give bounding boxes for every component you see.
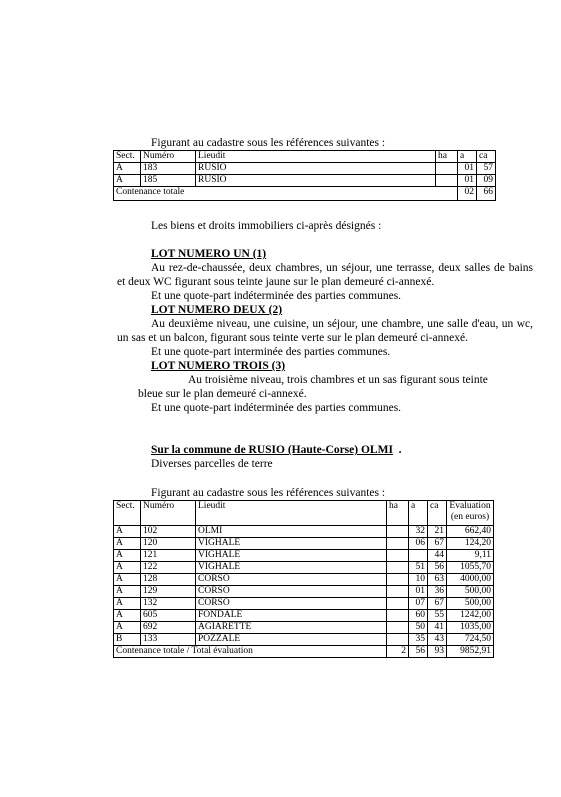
table-header-row	[114, 501, 494, 526]
cell-evaluation: 500,00	[447, 586, 494, 598]
cell-a: 32	[409, 526, 428, 538]
cell-a: 60	[409, 610, 428, 622]
cell-a: 06	[409, 538, 428, 550]
cell-lieudit: AGIARETTE	[196, 622, 387, 634]
cell-ca: 09	[477, 175, 496, 187]
table-row	[114, 562, 494, 574]
total-a: 56	[409, 646, 428, 658]
cell-sect: A	[114, 526, 141, 538]
cell-numero: 692	[141, 622, 196, 634]
header-numero: Numéro	[141, 151, 196, 163]
cell-lieudit: RUSIO	[196, 163, 436, 175]
table-total-row	[114, 187, 496, 201]
cell-numero: 120	[141, 538, 196, 550]
cell-a: 01	[409, 586, 428, 598]
cell-numero: 128	[141, 574, 196, 586]
cell-numero: 605	[141, 610, 196, 622]
table-row	[114, 622, 494, 634]
cell-ha	[436, 163, 458, 175]
cell-ca: 63	[428, 574, 447, 586]
cadastre-intro-1: Figurant au cadastre sous les références suivantes :	[151, 137, 386, 149]
cell-ca: 56	[428, 562, 447, 574]
lot-2-text: Au deuxième niveau, une cuisine, un séjour, une chambre, une salle d'eau, un wc, un sas et un balcon, figurant sous teinte verte sur le plan demeuré ci-annexé.	[117, 318, 533, 344]
cell-a: 01	[458, 163, 477, 175]
cell-a: 50	[409, 622, 428, 634]
header-evaluation: Evaluation (en euros)	[447, 501, 494, 526]
cell-a: 01	[458, 175, 477, 187]
cell-sect: A	[114, 175, 141, 187]
cell-lieudit: FONDALE	[196, 610, 387, 622]
cell-sect: A	[114, 622, 141, 634]
cell-numero: 132	[141, 598, 196, 610]
header-ca: ca	[477, 151, 496, 163]
cell-sect: A	[114, 598, 141, 610]
lot-3-title: LOT NUMERO TROIS (3)	[151, 360, 286, 372]
table-row	[114, 550, 494, 562]
total-ha: 2	[387, 646, 409, 658]
cell-ha	[387, 562, 409, 574]
cell-ca: 67	[428, 598, 447, 610]
cell-numero: 133	[141, 634, 196, 646]
total-evaluation: 9852,91	[447, 646, 494, 658]
cell-lieudit: VIGHALE	[196, 538, 387, 550]
cell-a: 10	[409, 574, 428, 586]
cadastre-table-1	[113, 150, 496, 201]
cell-ha	[387, 586, 409, 598]
cell-lieudit: VIGHALE	[196, 550, 387, 562]
table-header-row	[114, 151, 496, 163]
cell-sect: B	[114, 634, 141, 646]
table-row	[114, 634, 494, 646]
cell-numero: 121	[141, 550, 196, 562]
table-row	[114, 610, 494, 622]
cell-a: 07	[409, 598, 428, 610]
lot-2-quote: Et une quote-part interminée des parties communes.	[151, 346, 391, 358]
cell-ha	[387, 634, 409, 646]
cell-lieudit: RUSIO	[196, 175, 436, 187]
cell-sect: A	[114, 538, 141, 550]
cell-ca: 21	[428, 526, 447, 538]
cell-ha	[436, 175, 458, 187]
header-a: a	[458, 151, 477, 163]
cell-lieudit: POZZALE	[196, 634, 387, 646]
cell-sect: A	[114, 163, 141, 175]
cell-ca: 41	[428, 622, 447, 634]
cell-numero: 122	[141, 562, 196, 574]
cell-a: 51	[409, 562, 428, 574]
cell-sect: A	[114, 610, 141, 622]
table-total-row	[114, 646, 494, 658]
cell-a: 35	[409, 634, 428, 646]
cell-evaluation: 1035,00	[447, 622, 494, 634]
biens-intro: Les biens et droits immobiliers ci-après désignés :	[151, 220, 382, 232]
table-row	[114, 598, 494, 610]
cell-evaluation: 1055,70	[447, 562, 494, 574]
lot-2-title: LOT NUMERO DEUX (2)	[151, 304, 283, 316]
commune-name: Sur la commune de RUSIO (Haute-Corse) OLMI	[151, 444, 393, 456]
lot-1-text: Au rez-de-chaussée, deux chambres, un séjour, une terrasse, deux salles de bains et deux WC figurant sous teinte jaune sur le plan demeuré ci-annexé.	[117, 262, 533, 288]
cell-lieudit: CORSO	[196, 598, 387, 610]
cell-sect: A	[114, 574, 141, 586]
table-row	[114, 163, 496, 175]
cell-ha	[387, 574, 409, 586]
table-row	[114, 526, 494, 538]
cell-ha	[387, 622, 409, 634]
cell-ha	[387, 538, 409, 550]
cell-evaluation: 1242,00	[447, 610, 494, 622]
table-row	[114, 574, 494, 586]
cell-evaluation: 500,00	[447, 598, 494, 610]
cadastre-table-2	[113, 500, 494, 658]
cell-sect: A	[114, 586, 141, 598]
cell-ca: 67	[428, 538, 447, 550]
parcelles-label: Diverses parcelles de terre	[151, 458, 273, 470]
cell-ha	[387, 550, 409, 562]
total-a: 02	[458, 187, 477, 201]
table-row	[114, 175, 496, 187]
cell-numero: 183	[141, 163, 196, 175]
table-row	[114, 586, 494, 598]
cadastre-intro-2: Figurant au cadastre sous les références suivantes :	[151, 487, 386, 499]
table-row	[114, 538, 494, 550]
cell-numero: 185	[141, 175, 196, 187]
header-numero: Numéro	[141, 501, 196, 526]
cell-evaluation: 724,50	[447, 634, 494, 646]
cell-lieudit: CORSO	[196, 586, 387, 598]
cell-evaluation: 662,40	[447, 526, 494, 538]
cell-lieudit: VIGHALE	[196, 562, 387, 574]
cell-evaluation: 9,11	[447, 550, 494, 562]
cell-evaluation: 124,20	[447, 538, 494, 550]
cell-lieudit: CORSO	[196, 574, 387, 586]
lot-3-line-1: Au troisième niveau, trois chambres et un sas figurant sous teinte	[188, 374, 488, 386]
cell-sect: A	[114, 550, 141, 562]
cell-ca: 36	[428, 586, 447, 598]
total-ca: 66	[477, 187, 496, 201]
commune-heading	[151, 443, 402, 457]
cell-ha	[387, 610, 409, 622]
cell-evaluation: 4000,00	[447, 574, 494, 586]
cell-ha	[387, 598, 409, 610]
cell-numero: 102	[141, 526, 196, 538]
cell-ca: 55	[428, 610, 447, 622]
header-lieudit: Lieudit	[196, 501, 387, 526]
total-label: Contenance totale	[114, 187, 458, 201]
header-a: a	[409, 501, 428, 526]
commune-suffix: .	[398, 444, 402, 456]
cell-a	[409, 550, 428, 562]
header-ha: ha	[387, 501, 409, 526]
header-lieudit: Lieudit	[196, 151, 436, 163]
lot-1-quote: Et une quote-part indéterminée des parties communes.	[151, 290, 402, 302]
header-ha: ha	[436, 151, 458, 163]
lot-3-line-2: bleue sur le plan demeuré ci-annexé.	[138, 388, 307, 400]
cell-ca: 57	[477, 163, 496, 175]
cell-numero: 129	[141, 586, 196, 598]
total-label: Contenance totale / Total évaluation	[114, 646, 387, 658]
lot-1-title: LOT NUMERO UN (1)	[151, 248, 267, 260]
total-ca: 93	[428, 646, 447, 658]
cell-ca: 43	[428, 634, 447, 646]
cell-lieudit: OLMI	[196, 526, 387, 538]
cell-ha	[387, 526, 409, 538]
header-ca: ca	[428, 501, 447, 526]
cell-sect: A	[114, 562, 141, 574]
header-sect: Sect.	[114, 151, 141, 163]
header-sect: Sect.	[114, 501, 141, 526]
cell-ca: 44	[428, 550, 447, 562]
lot-3-quote: Et une quote-part indéterminée des parties communes.	[151, 402, 402, 414]
